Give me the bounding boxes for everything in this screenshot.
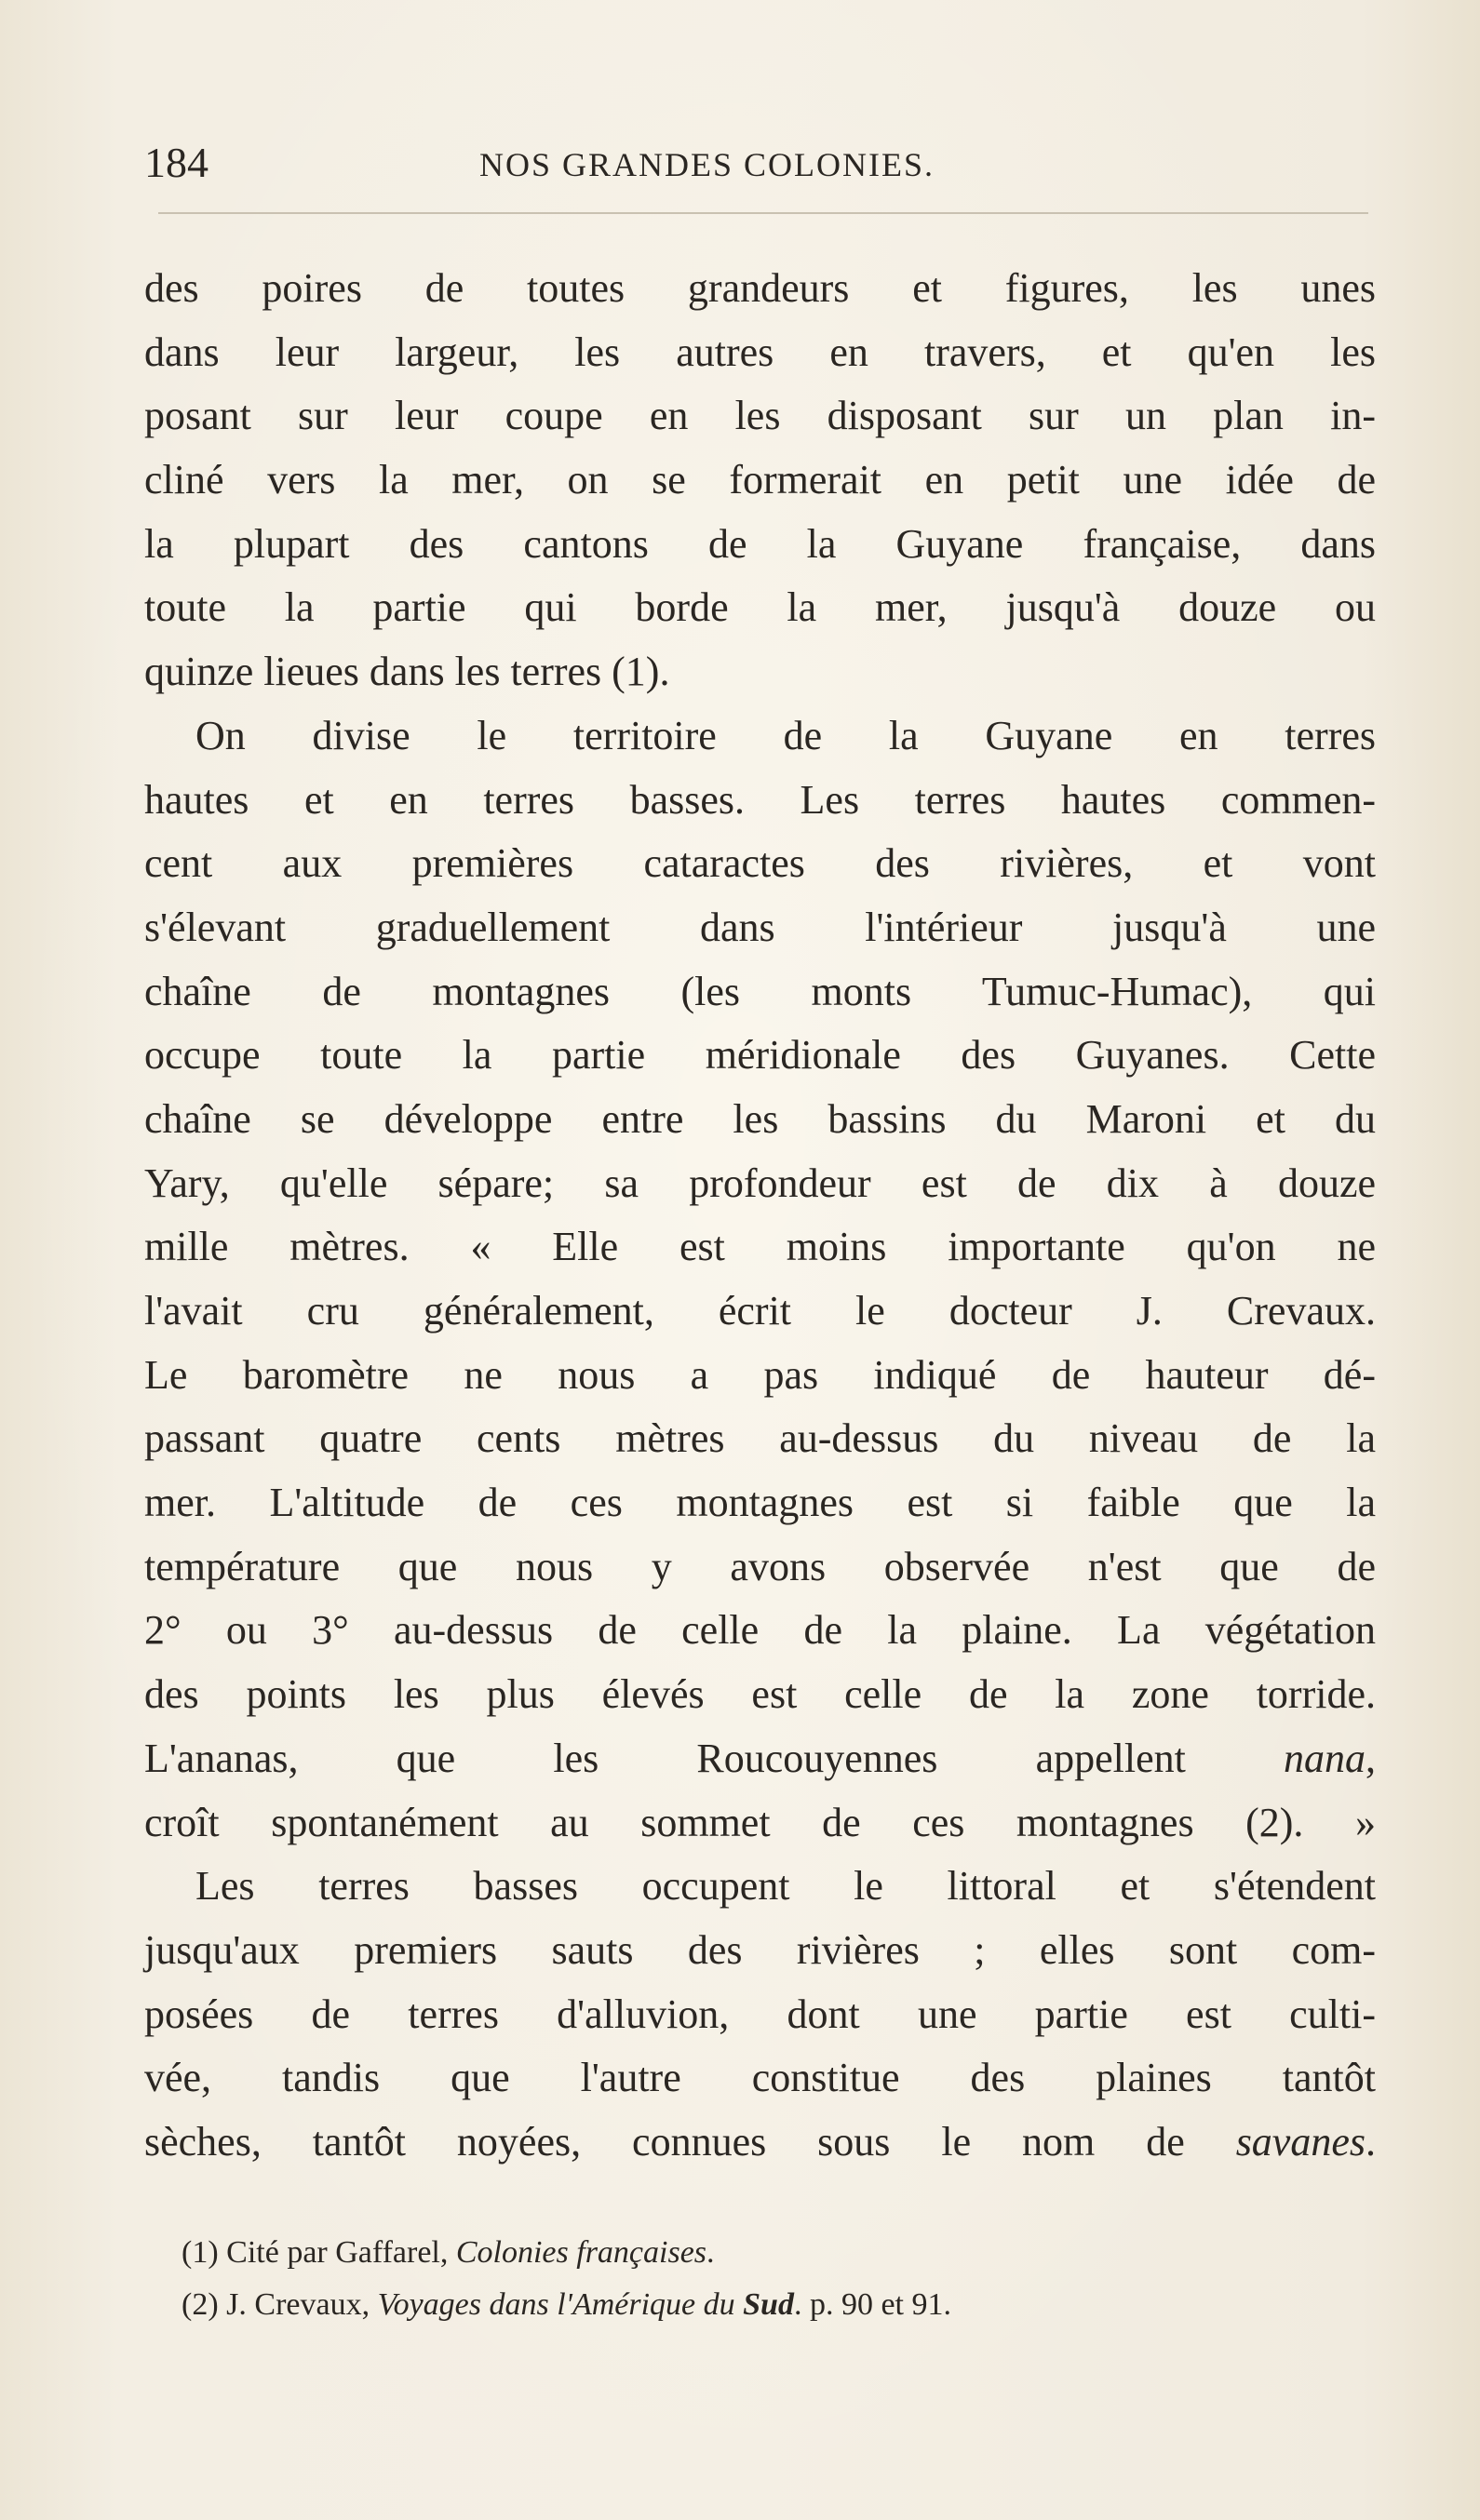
text-run: sèches, tantôt noyées, connues sous le nom de	[144, 2118, 1236, 2165]
text-line: des poires de toutes grandeurs et figures, les unes	[144, 265, 1376, 311]
text-line	[144, 1727, 1376, 1791]
text-line: Le baromètre ne nous a pas indiqué de hauteur dé-	[144, 1351, 1376, 1398]
italic-word: savanes	[1235, 2118, 1366, 2165]
text-line: l'avait cru généralement, écrit le docteur J. Crevaux.	[144, 1288, 1376, 1334]
body-text	[144, 257, 1376, 2175]
text-line: croît spontanément au sommet de ces montagnes (2). »	[144, 1799, 1376, 1845]
text-line: cent aux premières cataractes des rivières, et vont	[144, 840, 1376, 887]
footnote-text: Cité par Gaffarel,	[226, 2235, 456, 2270]
text-line: cliné vers la mer, on se formerait en petit une idée de	[144, 457, 1376, 503]
text-line: passant quatre cents mètres au-dessus du niveau de la	[144, 1415, 1376, 1462]
footnote-title: Colonies françaises	[455, 2235, 707, 2270]
text-line: chaîne de montagnes (les monts Tumuc-Humac), qui	[144, 968, 1376, 1014]
text-line: toute la partie qui borde la mer, jusqu'à douze ou	[144, 584, 1376, 631]
header-rule	[158, 212, 1368, 214]
text-line: posées de terres d'alluvion, dont une partie est culti-	[144, 1991, 1376, 2037]
text-line: vée, tandis que l'autre constitue des plaines tantôt	[144, 2055, 1376, 2101]
text-line: Yary, qu'elle sépare; sa profondeur est de dix à douze	[144, 1159, 1376, 1206]
text-line: quinze lieues dans les terres (1).	[144, 649, 670, 695]
running-title: NOS GRANDES COLONIES.	[479, 146, 935, 183]
text-line: chaîne se développe entre les bassins du Maroni et du	[144, 1095, 1376, 1142]
page-header	[144, 135, 1376, 191]
text-line: mille mètres. « Elle est moins importante qu'on ne	[144, 1224, 1376, 1270]
text-line: jusqu'aux premiers sauts des rivières ; elles sont com-	[144, 1926, 1376, 1973]
text-line: occupe toute la partie méridionale des Guyanes. Cette	[144, 1032, 1376, 1079]
text-line: 2° ou 3° au-dessus de celle de la plaine. La végétation	[144, 1607, 1376, 1654]
text-line: posant sur leur coupe en les disposant sur un plan in-	[144, 393, 1376, 439]
footnote-title: Voyages dans l'Amérique du	[377, 2287, 744, 2322]
text-line: On divise le territoire de la Guyane en terres	[195, 712, 1376, 758]
text-line: dans leur largeur, les autres en travers, et qu'en les	[144, 328, 1376, 375]
text-run: ,	[1366, 1735, 1376, 1781]
text-line: température que nous y avons observée n'est que de	[144, 1543, 1376, 1589]
footnote-text: . p. 90 et 91.	[793, 2287, 951, 2322]
text-line: la plupart des cantons de la Guyane française, dans	[144, 520, 1376, 567]
footnotes	[182, 2227, 1382, 2331]
text-run: L'ananas, que les Roucouyennes appellent	[144, 1735, 1284, 1781]
page-number: 184	[144, 139, 209, 186]
text-line: mer. L'altitude de ces montagnes est si faible que la	[144, 1480, 1376, 1526]
text-line: hautes et en terres basses. Les terres hautes commen-	[144, 776, 1376, 823]
text-line: s'élevant graduellement dans l'intérieur jusqu'à une	[144, 904, 1376, 950]
text-line: Les terres basses occupent le littoral et s'étendent	[195, 1863, 1376, 1910]
text-line: des points les plus élevés est celle de la zone torride.	[144, 1671, 1376, 1718]
text-line	[144, 2111, 1376, 2175]
italic-word: nana	[1284, 1735, 1366, 1781]
footnote-1	[182, 2227, 1382, 2279]
footnote-marker: (1)	[182, 2235, 219, 2270]
footnote-text: J. Crevaux,	[226, 2287, 378, 2322]
footnote-marker: (2)	[182, 2287, 219, 2322]
footnote-2	[182, 2279, 1382, 2331]
footnote-text: .	[706, 2235, 715, 2270]
text-run: .	[1366, 2118, 1376, 2165]
footnote-title-bold: Sud	[743, 2287, 794, 2322]
